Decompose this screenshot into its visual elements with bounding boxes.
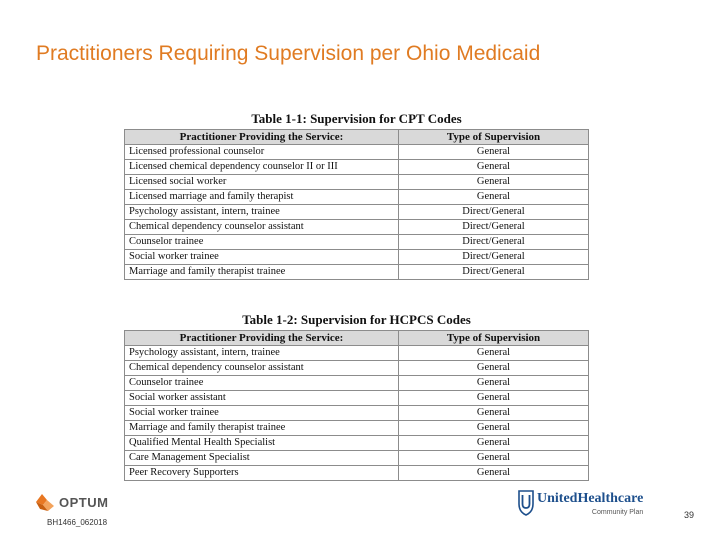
supervision-cell: Direct/General [399,250,589,265]
practitioner-cell: Social worker assistant [125,391,399,406]
supervision-cell: General [399,406,589,421]
uhc-shield-icon [518,490,534,516]
supervision-cell: General [399,346,589,361]
table-row [125,175,589,190]
hcpcs-supervision-table [124,312,589,481]
table-row [125,361,589,376]
table-caption: Table 1-1: Supervision for CPT Codes [251,111,462,126]
table-caption: Table 1-2: Supervision for HCPCS Codes [242,312,471,327]
practitioner-cell: Counselor trainee [125,235,399,250]
practitioner-cell: Care Management Specialist [125,451,399,466]
practitioner-cell: Psychology assistant, intern, trainee [125,205,399,220]
table-row [125,235,589,250]
supervision-cell: General [399,376,589,391]
supervision-cell: Direct/General [399,235,589,250]
table-row [125,376,589,391]
uhc-subtitle: Community Plan [591,509,644,516]
practitioner-cell: Marriage and family therapist trainee [125,265,399,280]
table-row [125,205,589,220]
table-row [125,250,589,265]
page-number: 39 [684,510,695,520]
slide-title: Practitioners Requiring Supervision per Ohio Medicaid [36,42,541,65]
document-code: BH1466_062018 [47,518,108,527]
unitedhealthcare-logo [518,490,643,517]
table [124,330,589,481]
supervision-cell: Direct/General [399,220,589,235]
uhc-wordmark: UnitedHealthcare [537,491,644,506]
table-row [125,451,589,466]
practitioner-cell: Marriage and family therapist trainee [125,421,399,436]
table-row [125,391,589,406]
practitioner-cell: Peer Recovery Supporters [125,466,399,481]
table-row [125,265,589,280]
practitioner-cell: Chemical dependency counselor assistant [125,361,399,376]
practitioner-cell: Licensed chemical dependency counselor II or III [125,160,399,175]
table [124,129,589,280]
supervision-cell: General [399,160,589,175]
supervision-cell: General [399,361,589,376]
supervision-cell: General [399,145,589,160]
practitioner-cell: Counselor trainee [125,376,399,391]
column-header-supervision: Type of Supervision [399,331,589,346]
supervision-cell: General [399,451,589,466]
table-header-row [125,130,589,145]
practitioner-cell: Psychology assistant, intern, trainee [125,346,399,361]
table-row [125,145,589,160]
table-row [125,406,589,421]
practitioner-cell: Licensed marriage and family therapist [125,190,399,205]
supervision-cell: Direct/General [399,205,589,220]
table-row [125,346,589,361]
table-row [125,190,589,205]
table-row [125,160,589,175]
practitioner-cell: Qualified Mental Health Specialist [125,436,399,451]
optum-mark-icon [34,492,56,512]
table-row [125,220,589,235]
table-header-row [125,331,589,346]
column-header-practitioner: Practitioner Providing the Service: [125,130,399,145]
cpt-supervision-table [124,111,589,280]
supervision-cell: General [399,466,589,481]
supervision-cell: Direct/General [399,265,589,280]
supervision-cell: General [399,436,589,451]
practitioner-cell: Chemical dependency counselor assistant [125,220,399,235]
supervision-cell: General [399,190,589,205]
supervision-cell: General [399,175,589,190]
practitioner-cell: Social worker trainee [125,406,399,421]
optum-wordmark: OPTUM [59,494,109,510]
supervision-cell: General [399,391,589,406]
table-row [125,466,589,481]
practitioner-cell: Social worker trainee [125,250,399,265]
table-row [125,421,589,436]
column-header-practitioner: Practitioner Providing the Service: [125,331,399,346]
optum-logo [34,492,108,512]
supervision-cell: General [399,421,589,436]
table-row [125,436,589,451]
practitioner-cell: Licensed social worker [125,175,399,190]
practitioner-cell: Licensed professional counselor [125,145,399,160]
column-header-supervision: Type of Supervision [399,130,589,145]
